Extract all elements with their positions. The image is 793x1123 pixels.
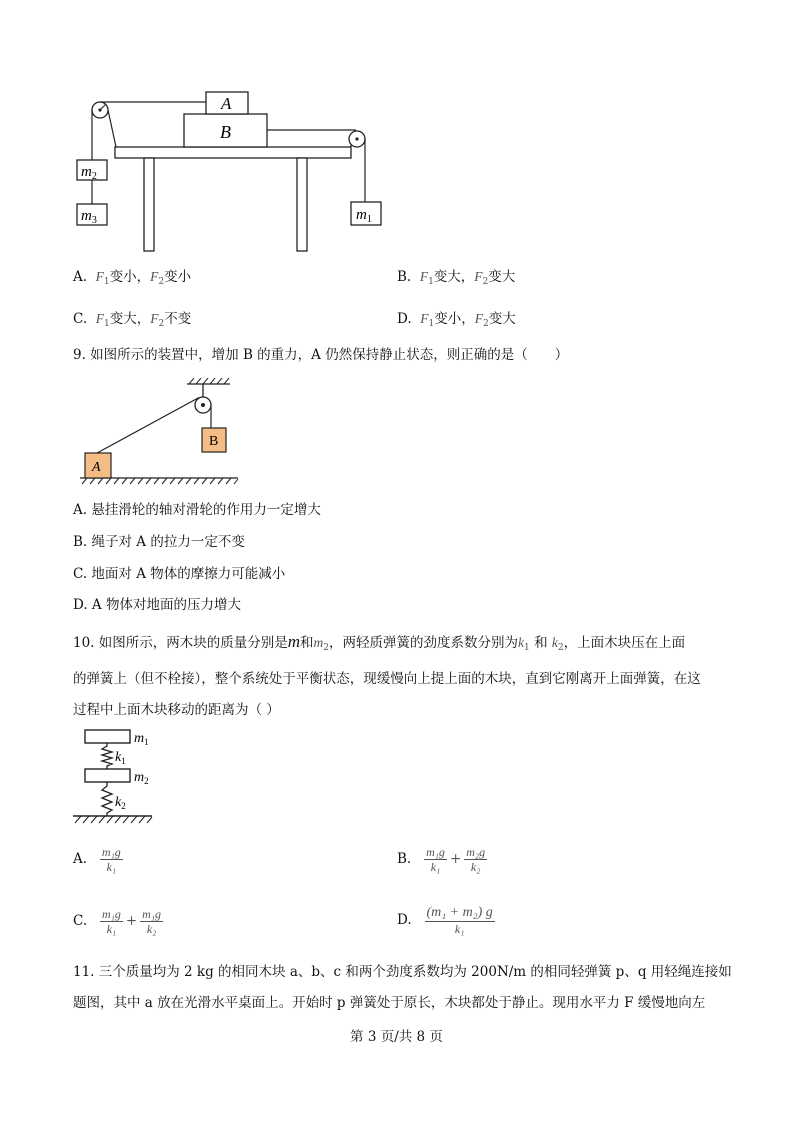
q10-stem: 10. 如图所示，两木块的质量分别是m和$m_2$，两轻质弹簧的劲度系数分别为$k_1$ 和 $k_2$，上面木块压在上面 的弹簧上（但不栓接），整个系统处于平衡状态，现缓慢向上提上面的木块，直到它刚离开上面弹簧，在这 过程中上面木块移动的距离为（ ） (73, 632, 701, 718)
q8-option-c: C. $F_1$变大，$F_2$不变 (73, 311, 192, 329)
svg-text:m2: $m_2$ (134, 770, 149, 786)
q9-option-d: D. A 物体对地面的压力增大 (73, 597, 241, 613)
block-b-label: B (220, 122, 231, 142)
table-leg-left (144, 158, 154, 251)
q10-block-m2 (85, 769, 130, 782)
q9-option-b: B. 绳子对 A 的拉力一定不变 (73, 534, 245, 550)
q9-stem: 9. 如图所示的装置中，增加 B 的重力，A 仍然保持静止状态，则正确的是（ ） (73, 347, 569, 363)
q10-option-a: A. $\frac{\text{m₁g}}{\text{k₁}}$ (73, 844, 121, 874)
q9-option-c: C. 地面对 A 物体的摩擦力可能减小 (73, 566, 286, 582)
q10-option-c: C. $\frac{\text{m₁g}}{\text{k₁}}$ + $\frac{\text{m₁g}}{\text{k₂}}$ (73, 906, 162, 936)
svg-text:k2: $k_2$ (115, 795, 126, 811)
q9-option-a: A. 悬挂滑轮的轴对滑轮的作用力一定增大 (73, 502, 321, 518)
page-footer: 第 3 页/共 8 页 (350, 1029, 443, 1045)
block-a-label: A (221, 94, 232, 113)
q10-spring-k1 (102, 743, 112, 769)
svg-text:m2: $m_2$ (81, 164, 97, 182)
table-top (115, 147, 351, 158)
q11-stem: 11. 三个质量均为 2 kg 的相同木块 a、b、c 和两个劲度系数均为 200N/m 的相同轻弹簧 p、q 用轻绳连接如 题图，其中 a 放在光滑水平桌面上。开始时 p 弹簧处于原长，木块都处于静止。现用水平力 F 缓慢地向左 (73, 964, 732, 1011)
table-leg-right (297, 158, 307, 251)
q10-spring-k2 (102, 782, 112, 816)
q8-option-a: A. $F_1$变小，$F_2$变小 (73, 269, 192, 287)
svg-text:m1: $m_1$ (134, 731, 149, 747)
svg-text:m1: $m_1$ (356, 207, 372, 225)
svg-text:m3: $m_3$ (81, 208, 97, 226)
q10-option-b: B. $\frac{\text{m₁g}}{\text{k₁}}$ + $\frac{\text{m₂g}}{\text{k₂}}$ (397, 844, 486, 874)
q10-block-m1 (85, 730, 130, 743)
svg-text:A: A (92, 460, 101, 475)
q8-pulley-table-figure (70, 88, 390, 258)
q9-pulley-figure (70, 378, 245, 488)
svg-text:k1: $k_1$ (115, 750, 126, 766)
q8-option-b: B. $F_1$变大，$F_2$变大 (397, 269, 516, 287)
q10-option-d: D. $\frac{\text{(m₁ + m₂) g}}{\text{k₁}}$ (397, 905, 493, 936)
q10-spring-figure (70, 726, 165, 830)
q8-option-d: D. $F_1$变小，$F_2$变大 (397, 311, 516, 329)
svg-text:B: B (209, 434, 219, 449)
